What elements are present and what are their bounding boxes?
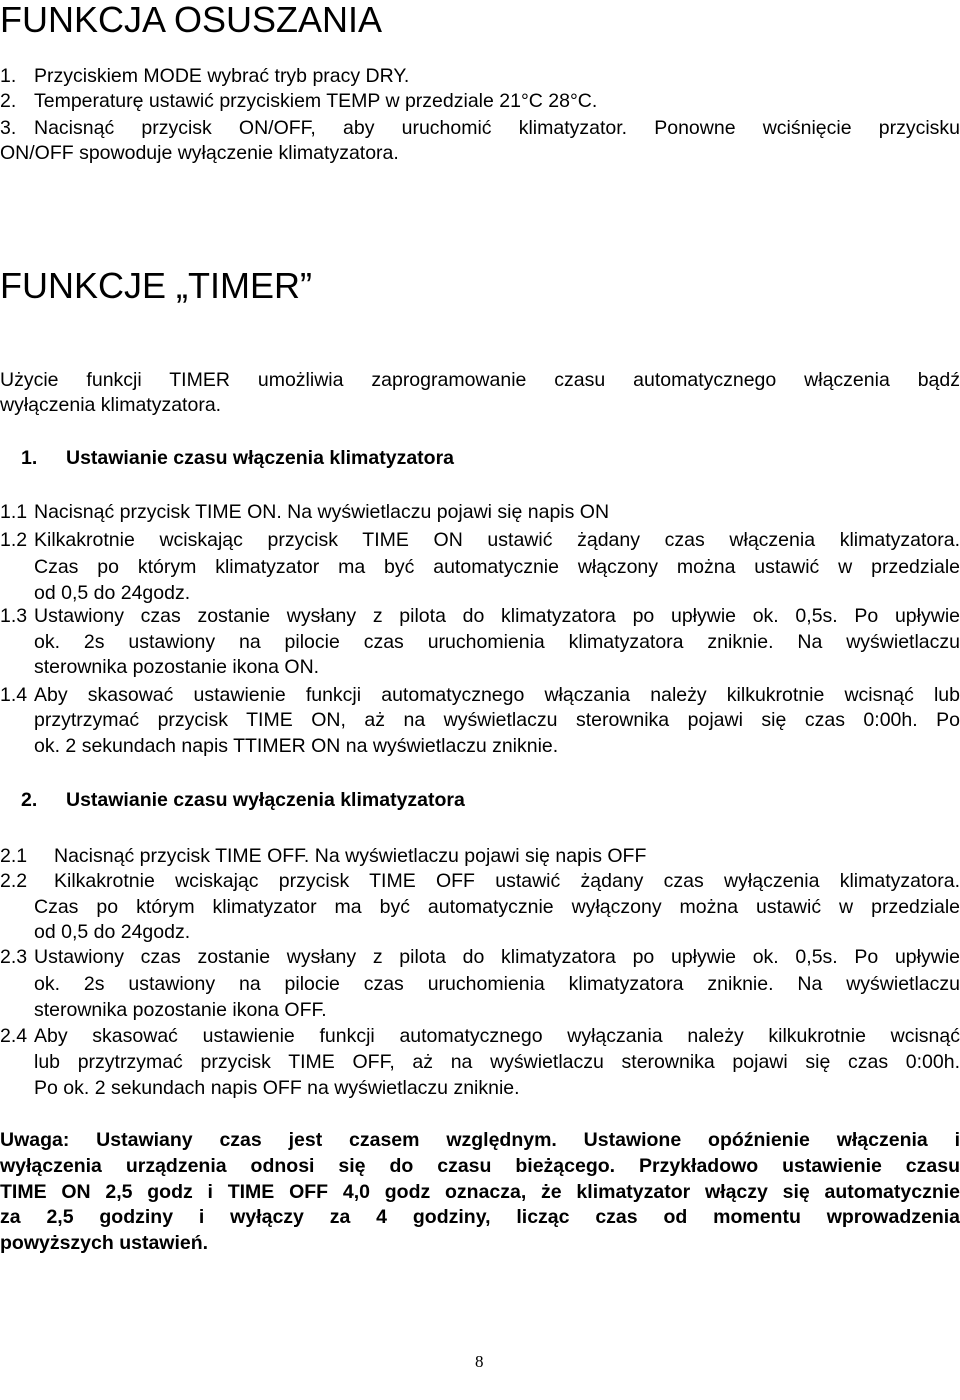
item-number: 2.1: [0, 845, 28, 867]
item-text: lub przytrzymać przycisk TIME OFF, aż na wyświetlaczu sterownika pojawi się czas 0:00h.: [34, 1051, 960, 1073]
item-number: 2.4: [0, 1025, 28, 1047]
item-text: Kilkakrotnie wciskając przycisk TIME ON ustawić żądany czas włączenia klimatyzatora.: [34, 529, 960, 551]
note-text: TIME ON 2,5 godz i TIME OFF 4,0 godz oznacza, że klimatyzator włączy się automatycznie: [0, 1181, 960, 1203]
subheading-number: 1.: [21, 447, 38, 469]
item-number: 2.3: [0, 946, 28, 968]
item-text: Czas po którym klimatyzator ma być automatycznie włączony można ustawić w przedziale: [34, 556, 960, 578]
item-number: 2.2: [0, 870, 28, 892]
subheading-off: Ustawianie czasu wyłączenia klimatyzatora: [66, 789, 465, 811]
note-text: za 2,5 godziny i wyłączy za 4 godziny, licząc czas od momentu wprowadzenia: [0, 1206, 960, 1228]
section-title-timer: FUNKCJE „TIMER”: [0, 265, 312, 306]
item-text: Nacisnąć przycisk TIME ON. Na wyświetlaczu pojawi się napis ON: [34, 501, 610, 523]
list-number: 2.: [0, 90, 17, 112]
item-text: ok. 2 sekundach napis TTIMER ON na wyświetlaczu zniknie.: [34, 735, 559, 757]
item-text: Ustawiony czas zostanie wysłany z pilota do klimatyzatora po upływie ok. 0,5s. Po upływie: [34, 605, 960, 627]
list-number: 1.: [0, 65, 17, 87]
item-text: ok. 2s ustawiony na pilocie czas uruchomienia klimatyzatora zniknie. Na wyświetlaczu: [34, 973, 960, 995]
list-item: [0, 89, 597, 113]
list-text: Nacisnąć przycisk ON/OFF, aby uruchomić klimatyzator. Ponowne wciśnięcie przycisku: [34, 117, 960, 139]
item-text: ok. 2s ustawiony na pilocie czas uruchomienia klimatyzatora zniknie. Na wyświetlaczu: [34, 631, 960, 653]
note-text: wyłączenia urządzenia odnosi się do czasu bieżącego. Przykładowo ustawienie czasu: [0, 1155, 960, 1177]
subheading-on: Ustawianie czasu włączenia klimatyzatora: [66, 447, 455, 469]
page-number: 8: [475, 1352, 484, 1371]
list-number: 3.: [0, 117, 17, 139]
item-text: sterownika pozostanie ikona ON.: [34, 656, 320, 678]
list-text: ON/OFF spowoduje wyłączenie klimatyzatora.: [0, 142, 399, 164]
item-text: Czas po którym klimatyzator ma być automatycznie wyłączony można ustawić w przedziale: [34, 896, 960, 918]
note-text: powyższych ustawień.: [0, 1232, 209, 1254]
item-text: przytrzymać przycisk TIME ON, aż na wyświetlaczu sterownika pojawi się czas 0:00h. Po: [34, 709, 960, 731]
item-number: 1.3: [0, 605, 28, 627]
intro-text: Użycie funkcji TIMER umożliwia zaprogramowanie czasu automatycznego włączenia bądź: [0, 369, 960, 391]
list-item: [0, 64, 409, 88]
item-text: Aby skasować ustawienie funkcji automatycznego wyłączania należy kilkukrotnie wcisnąć: [34, 1025, 960, 1047]
item-text: od 0,5 do 24godz.: [34, 582, 191, 604]
item-text: Ustawiony czas zostanie wysłany z pilota do klimatyzatora po upływie ok. 0,5s. Po upływie: [34, 946, 960, 968]
item-text: Aby skasować ustawienie funkcji automatycznego włączania należy kilkukrotnie wcisnąć lub: [34, 684, 960, 706]
intro-text: wyłączenia klimatyzatora.: [0, 394, 222, 416]
item-number: 1.2: [0, 529, 28, 551]
list-text: Temperaturę ustawić przyciskiem TEMP w przedziale 21°C 28°C.: [34, 90, 598, 112]
note-text: Uwaga: Ustawiany czas jest czasem względnym. Ustawione opóźnienie włączenia i: [0, 1129, 960, 1151]
section-title-osuszanie: FUNKCJA OSUSZANIA: [0, 0, 383, 40]
item-text: sterownika pozostanie ikona OFF.: [34, 999, 327, 1021]
item-number: 1.1: [0, 501, 28, 523]
item-text: Kilkakrotnie wciskając przycisk TIME OFF ustawić żądany czas wyłączenia klimatyzatora.: [54, 870, 960, 892]
item-text: Nacisnąć przycisk TIME OFF. Na wyświetlaczu pojawi się napis OFF: [54, 845, 647, 867]
item-text: Po ok. 2 sekundach napis OFF na wyświetlaczu zniknie.: [34, 1077, 520, 1099]
item-number: 1.4: [0, 684, 28, 706]
subheading-number: 2.: [21, 789, 38, 811]
item-text: od 0,5 do 24godz.: [34, 921, 191, 943]
list-text: Przyciskiem MODE wybrać tryb pracy DRY.: [34, 65, 410, 87]
